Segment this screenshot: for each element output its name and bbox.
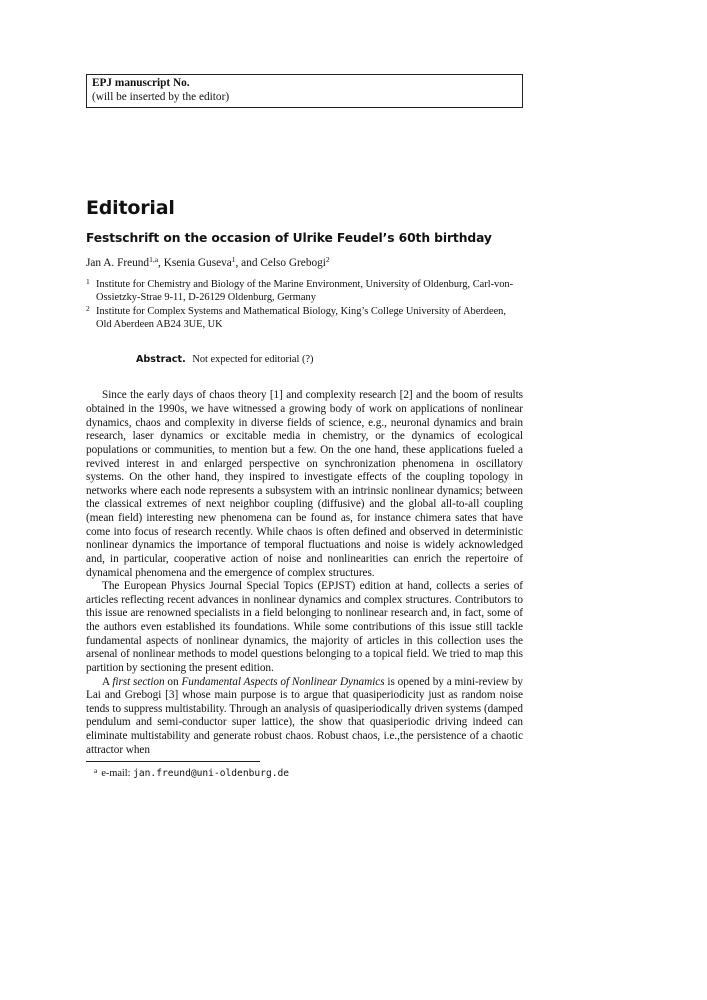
footnote-mark: a (94, 766, 98, 776)
emphasis-text: first section (112, 675, 165, 688)
affiliation-list (86, 279, 523, 331)
editor-note: (will be inserted by the editor) (92, 90, 230, 103)
abstract (136, 353, 523, 366)
author-affiliation-mark: 1,a (149, 255, 159, 264)
footnote-label: e-mail: (101, 768, 134, 780)
footnote-email: jan.freund@uni-oldenburg.de (133, 768, 290, 780)
affiliation-number: 2 (86, 304, 90, 314)
paragraph-text: is opened by a mini-review by Lai and Grebogi [3] whose main purpose is to argue that quasiperiodicity just as random noise tends to suppress multistability. Through an analysis of quasiperiodically driven systems (damped pendulum and semi-conductor super lattice), the show that quasiperiodic driving indeed can eliminate multistability and generate robust chaos. Robust chaos, i.e.,the persistence of a chaotic attractor when (86, 675, 523, 756)
affiliation-item (86, 306, 523, 331)
author-separator: , and (235, 257, 261, 269)
abstract-text: Not expected for editorial (?) (192, 354, 314, 366)
affiliation-text: Institute for Complex Systems and Mathematical Biology, King’s College University of Aberdeen, Old Aberdeen AB24 3UE, UK (96, 306, 506, 330)
article-subtitle: Festschrift on the occasion of Ulrike Feudel’s 60th birthday (86, 231, 492, 245)
body-paragraph: Since the early days of chaos theory [1] and complexity research [2] and the boom of results obtained in the 1990s, we have witnessed a growing body of work on applications of nonlinear dynamics, chaos and complexity in diverse fields of science, e.g., neuronal dynamics and brain research, laser dynamics or excitable media in chemistry, or the dynamics of ecological populations or communities, to mention but a few. On the one hand, these applications fueled a revived interest in and enlarged perspective on synchronization phenomena in oscillatory systems. On the other hand, they inspired to investigate effects of the coupling topology in networks where each node represents a subsystem with an intrinsic nonlinear dynamics; between the classical extremes of next neighbor coupling (diffusive) and the global all-to-all coupling (mean field) interesting new phenomena can be found as, for instance chimera sates that have come into focus of research recently. While chaos is often defined and observed in deterministic nonlinear dynamics the importance of temporal fluctuations and noise is widely acknowledged and, in particular, cooperative action of noise and nonlinearities can enrich the repertoire of dynamical phenomena and the emergence of complex structures. (86, 389, 523, 579)
paragraph-text: A (102, 675, 113, 688)
footnote (86, 764, 523, 780)
article-body (86, 389, 523, 757)
author-name: Celso Grebogi (260, 257, 326, 269)
author-separator: , (158, 257, 164, 269)
paragraph-text: on (164, 675, 182, 688)
body-paragraph: The European Physics Journal Special Topics (EPJST) edition at hand, collects a series of articles reflecting recent advances in nonlinear dynamics and complex structures. Contributors to this issue are renowned specialists in a field belonging to nonlinear research and, in fact, some of the authors even established its foundations. While some contributions of this issue still tackle fundamental aspects of nonlinear dynamics, the majority of articles in this collection uses the arsenal of nonlinear methods to model questions belonging to a topical field. We tried to map this partition by sectioning the present edition. (86, 580, 523, 674)
author-affiliation-mark: 1 (231, 255, 236, 264)
affiliation-text: Institute for Chemistry and Biology of the Marine Environment, University of Oldenburg, Carl-von-Ossietzky-Strae 9-11, D-26129 Oldenburg, Germany (96, 279, 514, 303)
author-affiliation-mark: 2 (325, 255, 330, 264)
manuscript-number-label: EPJ manuscript No. (92, 77, 190, 89)
abstract-label: Abstract. (136, 354, 186, 366)
footnote-divider (86, 761, 260, 762)
affiliation-item (86, 279, 523, 304)
author-list (86, 256, 523, 270)
author-name: Jan A. Freund (86, 257, 150, 269)
body-paragraph (86, 676, 523, 758)
manuscript-info-box (86, 74, 523, 108)
article-title: Editorial (86, 197, 175, 219)
affiliation-number: 1 (86, 277, 90, 286)
page (86, 74, 523, 780)
author-name: Ksenia Guseva (163, 257, 232, 269)
emphasis-text: Fundamental Aspects of Nonlinear Dynamics (181, 675, 385, 688)
